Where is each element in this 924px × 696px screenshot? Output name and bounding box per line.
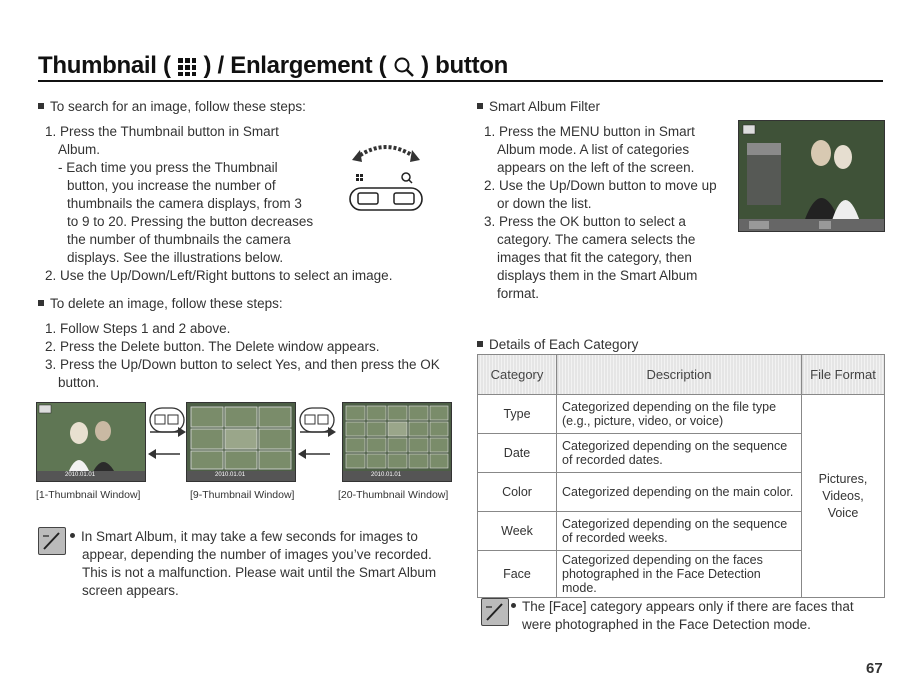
status-bar (37, 471, 145, 481)
nine-thumbnail-grid (187, 403, 295, 481)
cell-description (557, 434, 802, 473)
cell-description (557, 551, 802, 598)
status-bar (187, 471, 295, 481)
filter-step-1c: appears on the left of the screen. (497, 160, 695, 175)
bullet (477, 341, 483, 347)
details-title-text: Details of Each Category (489, 337, 639, 352)
header-description: Description (557, 355, 802, 395)
cell-category: Date (478, 434, 557, 473)
search-step-2: 2. Use the Up/Down/Left/Right buttons to select an image. (45, 268, 393, 283)
note-bullet (511, 603, 516, 608)
search-step-note-2: button, you increase the number of (67, 178, 276, 193)
table-row (478, 395, 885, 434)
filter-step-2b: or down the list. (497, 196, 592, 211)
desc-line-2: of recorded weeks. (562, 531, 668, 545)
search-step-note-5: the number of thumbnails the camera (67, 232, 291, 247)
bullet (477, 103, 483, 109)
search-step-1-cont: Album. (58, 142, 101, 157)
title-part-2: ) / Enlargement ( (203, 52, 387, 79)
zoom-in-arrow (146, 424, 188, 444)
thumbnail-icon (177, 57, 197, 77)
search-intro-text: To search for an image, follow these steps: (50, 99, 306, 114)
search-intro (38, 98, 306, 116)
screen-date: 2010.01.01 (371, 472, 402, 478)
note-line-2: appear, depending the number of images you’ve recorded. (82, 547, 432, 562)
cell-category: Week (478, 512, 557, 551)
table-header-row (478, 355, 885, 395)
face-note-line-1-text: The [Face] category appears only if there are faces that (522, 599, 854, 614)
details-title (477, 336, 638, 354)
screen-date: 2010.01.01 (215, 472, 246, 478)
zoom-in-arrow-2 (296, 424, 338, 444)
filter-step-3: 3. Press the OK button to select a (484, 214, 686, 229)
magnifier-icon (393, 56, 415, 78)
format-line-3: Voice (827, 505, 859, 520)
title-part-3: ) button (421, 52, 509, 79)
caption-1-thumbnail: [1-Thumbnail Window] (36, 489, 141, 501)
filter-step-3b: category. The camera selects the (497, 232, 696, 247)
desc-line-1: Categorized depending on the faces (562, 553, 763, 567)
note-bullet (70, 533, 75, 538)
search-step-note-1: - Each time you press the Thumbnail (58, 160, 278, 175)
cell-category: Type (478, 395, 557, 434)
delete-intro (38, 295, 283, 313)
title-part-1: Thumbnail ( (38, 52, 171, 79)
delete-step-3-cont: button. (58, 375, 100, 390)
delete-intro-text: To delete an image, follow these steps: (50, 296, 283, 311)
filter-step-1b: Album mode. A list of categories (497, 142, 690, 157)
header-file-format: File Format (802, 355, 885, 395)
couple-photo (37, 403, 145, 481)
screen-9-thumbnail (186, 402, 296, 482)
page-number: 67 (866, 660, 883, 677)
desc-line-1: Categorized depending on the sequence (562, 517, 788, 531)
search-step-1: 1. Press the Thumbnail button in Smart (45, 124, 279, 139)
filter-step-3c: images that fit the category, then (497, 250, 692, 265)
desc-line-1: Categorized depending on the file type (562, 400, 777, 414)
screen-20-thumbnail (342, 402, 452, 482)
filter-step-2: 2. Use the Up/Down button to move up (484, 178, 717, 193)
filter-title-text: Smart Album Filter (489, 99, 601, 114)
page-title (38, 52, 508, 80)
note-line-4: screen appears. (82, 583, 179, 598)
cell-category: Color (478, 473, 557, 512)
delete-step-1: 1. Follow Steps 1 and 2 above. (45, 321, 231, 336)
desc-line-1: Categorized depending on the sequence (562, 439, 788, 453)
cell-description (557, 473, 802, 512)
face-note-line-1 (511, 598, 854, 616)
format-line-1: Pictures, (818, 471, 868, 486)
bullet (38, 300, 44, 306)
filter-step-3d: displays them in the Smart Album (497, 268, 698, 283)
filter-step-3e: format. (497, 286, 540, 301)
filter-menu-photo (739, 121, 884, 231)
desc-line-1: Categorized depending on the main color. (562, 485, 794, 499)
note-icon (481, 598, 509, 626)
caption-9-thumbnail: [9-Thumbnail Window] (190, 489, 295, 501)
category-table (477, 354, 885, 598)
filter-title (477, 98, 600, 116)
status-bar (343, 471, 451, 481)
zoom-lever-illustration (346, 140, 426, 216)
desc-line-2: (e.g., picture, video, or voice) (562, 414, 724, 428)
format-line-2: Videos, (822, 488, 864, 503)
desc-line-2: of recorded dates. (562, 453, 663, 467)
delete-step-3: 3. Press the Up/Down button to select Yes, and then press the OK (45, 357, 440, 372)
smart-album-filter-screen (738, 120, 885, 232)
header-category: Category (478, 355, 557, 395)
filter-step-1: 1. Press the MENU button in Smart (484, 124, 695, 139)
face-note-line-2: were photographed in the Face Detection mode. (522, 617, 811, 632)
cell-description (557, 512, 802, 551)
screen-1-thumbnail (36, 402, 146, 482)
search-step-note-4: to 9 to 20. Pressing the button decreases (67, 214, 314, 229)
delete-step-2: 2. Press the Delete button. The Delete window appears. (45, 339, 380, 354)
title-rule (38, 80, 883, 82)
note-line-1 (70, 528, 418, 546)
cell-file-format (802, 395, 885, 598)
caption-20-thumbnail: [20-Thumbnail Window] (338, 489, 449, 501)
pencil-icon (482, 599, 508, 625)
note-icon (38, 527, 66, 555)
twenty-thumbnail-grid (343, 403, 451, 481)
note-line-3: This is not a malfunction. Please wait until the Smart Album (82, 565, 437, 580)
search-step-note-3: thumbnails the camera displays, from 3 (67, 196, 302, 211)
desc-line-2: photographed in the Face Detection mode. (562, 567, 761, 595)
small-thumb-icon (356, 174, 363, 181)
note-line-1-text: In Smart Album, it may take a few seconds for images to (81, 529, 418, 544)
screen-date: 2010.01.01 (65, 472, 96, 478)
cell-category: Face (478, 551, 557, 598)
bullet (38, 103, 44, 109)
cell-description (557, 395, 802, 434)
pencil-icon (39, 528, 65, 554)
search-step-note-6: displays. See the illustrations below. (67, 250, 284, 265)
